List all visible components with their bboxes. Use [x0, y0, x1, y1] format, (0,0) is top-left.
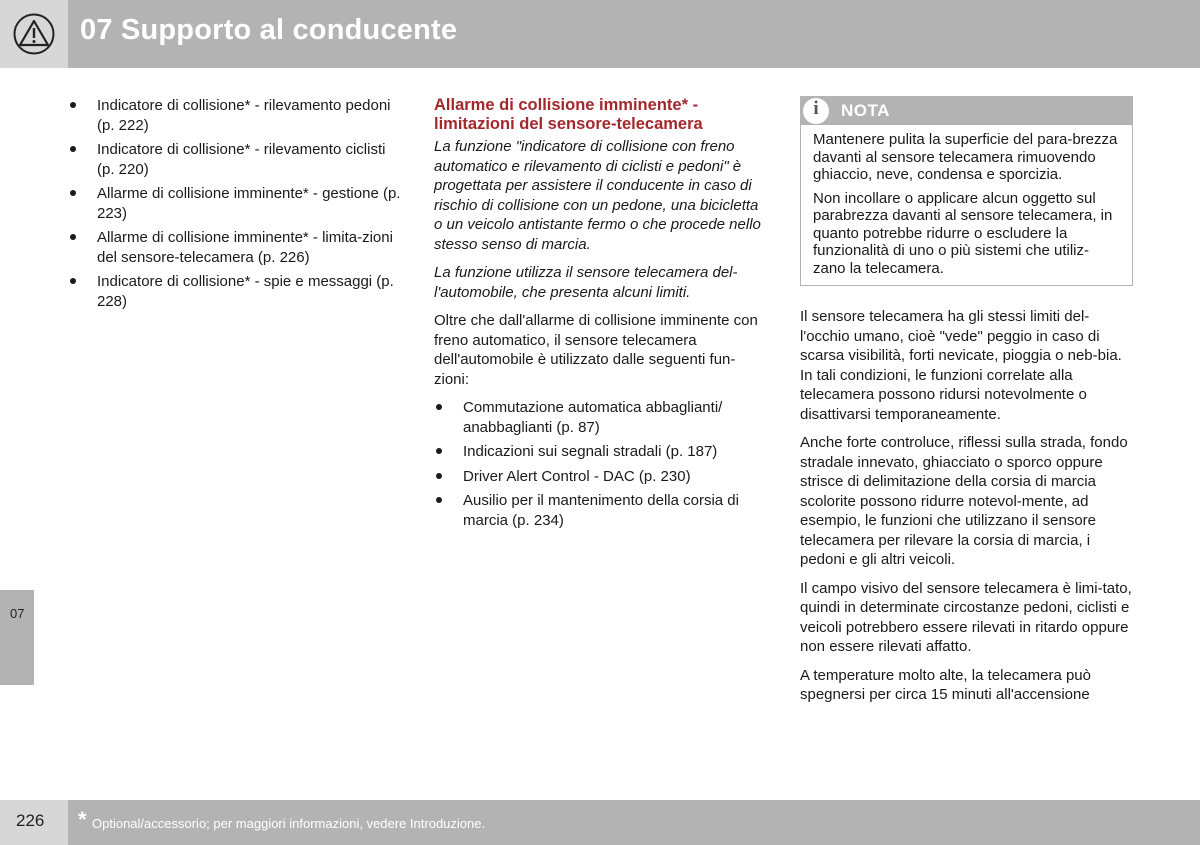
body-paragraph: Oltre che dall'allarme di collisione imminente con freno automatico, il sensore telecamera dell'automobile è utilizzato dalle seguenti fun-zioni: — [434, 312, 758, 388]
column-3 — [800, 96, 1133, 714]
body-paragraph: Anche forte controluce, riflessi sulla strada, fondo stradale innevato, ghiacciato o sporco oppure strisce di delimitazione della corsia di marcia scolorite possono ridurre notevol-mente, ad esempio, le funzioni che utilizzano il sensore telecamera per rilevare la corsia di marcia, i pedoni e gli altri veicoli. — [800, 434, 1128, 568]
list-item: Driver Alert Control - DAC (p. 230) — [434, 467, 764, 487]
related-links-list — [68, 96, 403, 311]
info-icon — [803, 98, 829, 124]
note-header — [801, 97, 1132, 125]
column-2 — [434, 96, 764, 535]
section-title: Allarme di collisione imminente* - limitazioni del sensore-telecamera — [434, 96, 703, 133]
intro-paragraph: La funzione utilizza il sensore telecamera del-l'automobile, che presenta alcuni limiti. — [434, 264, 738, 301]
chapter-side-tab — [0, 590, 34, 685]
column-1 — [68, 96, 403, 316]
body-paragraph: A temperature molto alte, la telecamera può spegnersi per circa 15 minuti all'accensione — [800, 666, 1091, 703]
note-label: NOTA — [841, 101, 890, 120]
footnote-star: * — [78, 807, 87, 832]
list-item: Indicatore di collisione* - spie e messaggi (p. 228) — [68, 272, 403, 311]
functions-list — [434, 398, 764, 530]
footnote-text: Optional/accessorio; per maggiori informazioni, vedere Introduzione. — [92, 816, 486, 831]
list-item: Indicatore di collisione* - rilevamento ciclisti (p. 220) — [68, 140, 403, 179]
body-paragraph: Il sensore telecamera ha gli stessi limiti del-l'occhio umano, cioè "vede" peggio in caso di scarsa visibilità, forti nevicate, pioggia o neb-bia. In tali condizioni, le funzioni correlate alla telecamera possono ridursi notevolmente o disattivarsi temporaneamente. — [800, 308, 1122, 423]
note-box — [800, 96, 1133, 286]
chapter-title: 07 Supporto al conducente — [80, 14, 458, 46]
chapter-side-tab-label: 07 — [10, 606, 25, 621]
list-item: Indicazioni sui segnali stradali (p. 187) — [434, 442, 764, 462]
list-item: Indicatore di collisione* - rilevamento pedoni (p. 222) — [68, 96, 403, 135]
page-number: 226 — [16, 811, 45, 830]
header-icon-area — [0, 0, 68, 68]
note-paragraph: Non incollare o applicare alcun oggetto sul parabrezza davanti al sensore telecamera, in quanto potrebbe ridurre o escludere la funzionalità di uno o più sistemi che utiliz-zano la telecamera. — [813, 189, 1113, 277]
header-bar — [68, 0, 1200, 68]
footer-bar — [68, 800, 1200, 845]
page-number-box — [0, 800, 68, 845]
note-paragraph: Mantenere pulita la superficie del para-brezza davanti al sensore telecamera rimuovendo ghiaccio, neve, condensa e sporcizia. — [813, 131, 1118, 183]
list-item: Ausilio per il mantenimento della corsia di marcia (p. 234) — [434, 491, 764, 530]
warning-triangle-icon — [13, 13, 55, 55]
note-body — [801, 125, 1132, 285]
intro-paragraph: La funzione "indicatore di collisione con freno automatico e rilevamento di ciclisti e pedoni" è progettata per assistere il conducente in caso di rischio di collisione con un pedone, una bicicletta o un veicolo antistante fermo o che procede nello stesso senso di marcia. — [434, 138, 761, 253]
body-paragraph: Il campo visivo del sensore telecamera è limi-tato, quindi in determinate circostanze pedoni, ciclisti e veicoli potrebbero essere rilevati in ritardo oppure non essere rilevati affatto. — [800, 579, 1132, 655]
list-item: Commutazione automatica abbaglianti/ anabbaglianti (p. 87) — [434, 398, 764, 437]
list-item: Allarme di collisione imminente* - gestione (p. 223) — [68, 184, 403, 223]
list-item: Allarme di collisione imminente* - limita-zioni del sensore-telecamera (p. 226) — [68, 228, 403, 267]
